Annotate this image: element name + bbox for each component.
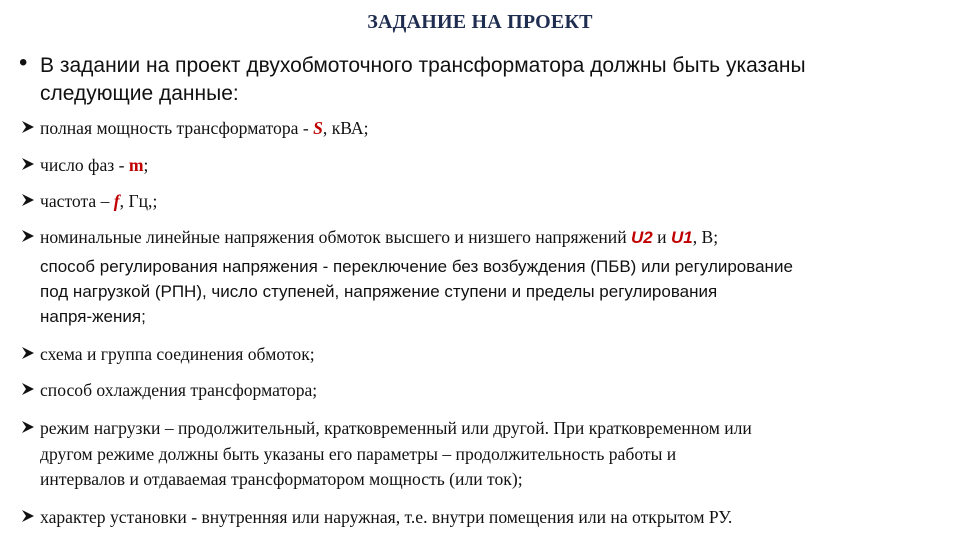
item-continuation: напря-жения;	[40, 307, 146, 326]
list-item-connection	[20, 342, 315, 367]
list-item-installation	[20, 505, 732, 530]
item-text-end: , В;	[692, 227, 719, 247]
bullet-dot: •	[19, 49, 28, 76]
arrow-bullet-icon	[20, 419, 36, 435]
symbol-m: m	[128, 155, 144, 175]
item-text-end: , кВА;	[322, 118, 369, 138]
arrow-bullet-icon	[20, 381, 36, 397]
item-text-end: , Гц,;	[119, 191, 158, 211]
list-item-frequency	[20, 189, 157, 214]
item-text: схема и группа соединения обмоток;	[40, 344, 315, 364]
item-text-end: ;	[143, 155, 149, 175]
item-continuation: интервалов и отдаваемая трансформатором мощность (или ток);	[40, 469, 523, 489]
symbol-u2: U2	[631, 228, 653, 247]
arrow-bullet-icon	[20, 508, 36, 524]
list-item-load-mode	[20, 416, 752, 441]
list-item-power	[20, 116, 368, 141]
item-continuation: другом режиме должны быть указаны его параметры – продолжительность работы и	[40, 444, 677, 464]
arrow-bullet-icon	[20, 192, 36, 208]
item-text: номинальные линейные напряжения обмоток высшего и низшего напряжений	[40, 227, 632, 247]
symbol-u1: U1	[670, 228, 693, 247]
item-text: число фаз -	[40, 155, 129, 175]
arrow-bullet-icon	[20, 228, 36, 244]
list-item-phases	[20, 153, 148, 178]
item-continuation: под нагрузкой (РПН), число ступеней, напряжение ступени и пределы регулирования	[40, 282, 718, 301]
item-text: частота –	[40, 191, 114, 211]
intro-line-2: следующие данные:	[40, 82, 239, 105]
item-text: полная мощность трансформатора -	[40, 118, 314, 138]
item-text: характер установки - внутренняя или наружная, т.е. внутри помещения или на открытом РУ.	[40, 507, 733, 527]
page-title: ЗАДАНИЕ НА ПРОЕКТ	[367, 11, 593, 33]
list-item-voltages	[20, 225, 718, 250]
intro-line-1: В задании на проект двухобмоточного трансформатора должны быть указаны	[40, 54, 806, 77]
item-text: режим нагрузки – продолжительный, кратковременный или другой. При кратковременном или	[40, 418, 752, 438]
symbol-s: S	[313, 118, 323, 138]
arrow-bullet-icon	[20, 345, 36, 361]
item-text-mid: и	[652, 227, 671, 247]
list-item-cooling	[20, 378, 317, 403]
symbol-f: f	[113, 191, 120, 211]
arrow-bullet-icon	[20, 119, 36, 135]
item-continuation: способ регулирования напряжения ‑ переключение без возбуждения (ПБВ) или регулирование	[40, 257, 793, 276]
item-text: способ охлаждения трансформатора;	[40, 380, 318, 400]
arrow-bullet-icon	[20, 156, 36, 172]
